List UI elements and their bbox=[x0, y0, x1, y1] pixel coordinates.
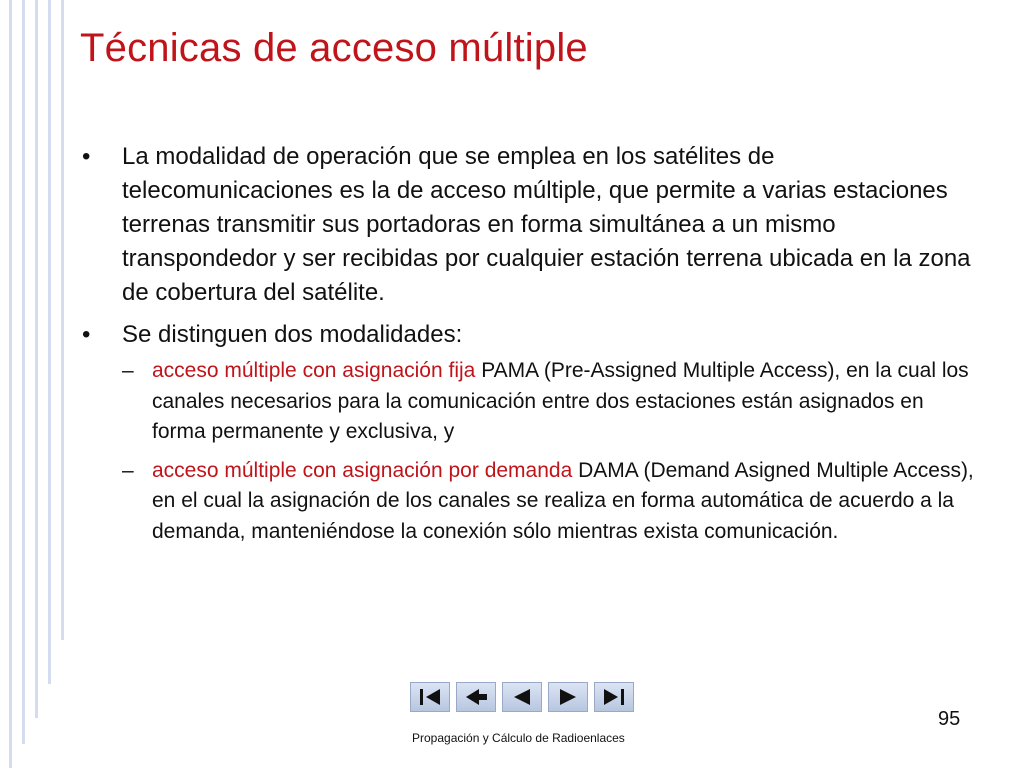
page-number: 95 bbox=[938, 708, 961, 730]
slide-title: Técnicas de acceso múltiple bbox=[80, 26, 588, 70]
sub-bullet-marker: – bbox=[122, 359, 134, 382]
bullet-text: La modalidad de operación que se emplea en los satélites de telecomunicaciones es la de acceso múltiple, que permite a varias estaciones terrenas transmitir sus portadoras en forma simultánea a un mismo transpondedor y ser recibidas por cualquier estación terrena ubicada en la zona de cobertura del satélite. bbox=[122, 143, 971, 306]
next-slide-button[interactable] bbox=[548, 682, 588, 712]
sub-bullet-item bbox=[80, 456, 980, 548]
bullet-text: Se distinguen dos modalidades: bbox=[122, 321, 463, 348]
highlight-term: acceso múltiple con asignación fija bbox=[152, 359, 476, 382]
bullet-item bbox=[80, 318, 980, 352]
sub-bullet-marker: – bbox=[122, 458, 134, 482]
first-slide-button[interactable] bbox=[410, 682, 450, 712]
sub-bullet-text: PAMA (Pre-Assigned Multiple Access), en la cual los canales necesarios para la comunicación entre dos estaciones están asignados en forma permanente y exclusiva, y bbox=[152, 359, 969, 443]
highlight-term: acceso múltiple con asignación por demanda bbox=[152, 458, 573, 482]
sub-bullet-text: DAMA (Demand Asigned Multiple Access), en el cual la asignación de los canales se realiza en forma automática de acuerdo a la demanda, manteniéndose la conexión sólo mientras exista comunicación. bbox=[152, 458, 974, 543]
decor-stripe bbox=[48, 0, 51, 684]
sub-bullet-item bbox=[80, 356, 980, 448]
bullet-item bbox=[80, 140, 980, 310]
back-button[interactable] bbox=[456, 682, 496, 712]
decor-stripe bbox=[22, 0, 25, 744]
previous-icon bbox=[509, 687, 535, 707]
bullet-marker: • bbox=[82, 143, 91, 170]
slide-navigation bbox=[410, 682, 640, 712]
footer-text: Propagación y Cálculo de Radioenlaces bbox=[412, 731, 625, 745]
first-icon bbox=[417, 687, 443, 707]
slide-content bbox=[80, 140, 980, 547]
decor-stripe bbox=[61, 0, 64, 640]
last-icon bbox=[601, 687, 627, 707]
last-slide-button[interactable] bbox=[594, 682, 634, 712]
back-icon bbox=[463, 687, 489, 707]
decor-stripe bbox=[35, 0, 38, 718]
decor-stripe bbox=[9, 0, 12, 768]
previous-slide-button[interactable] bbox=[502, 682, 542, 712]
next-icon bbox=[555, 687, 581, 707]
bullet-marker: • bbox=[82, 321, 91, 348]
